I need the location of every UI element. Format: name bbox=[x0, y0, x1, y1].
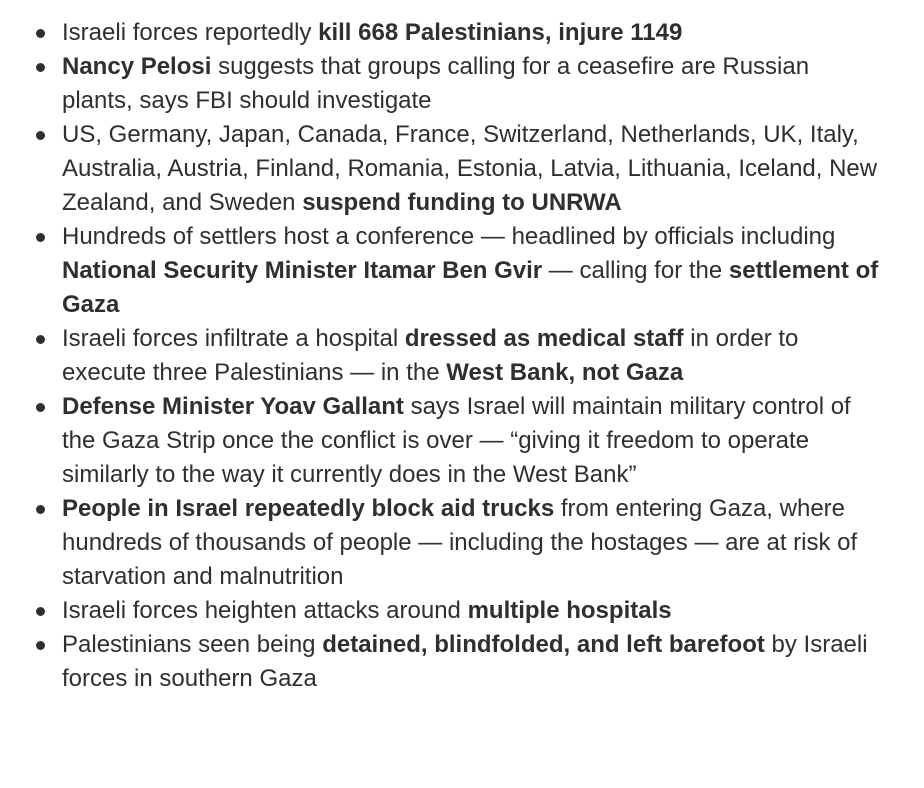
bullet-icon bbox=[36, 131, 45, 140]
item-text-bold: Nancy Pelosi bbox=[62, 53, 212, 80]
item-text: US, Germany, Japan, Canada, France, Switzerland, Netherlands, UK, Italy, Australia, Austria, Finland, Romania, Estonia, Latvia, Lithuania, Iceland, New Zealand, and Sweden bbox=[62, 121, 878, 216]
bullet-icon bbox=[36, 607, 45, 616]
bullet-icon bbox=[36, 63, 45, 72]
list-item bbox=[36, 16, 886, 50]
item-text: Israeli forces reportedly bbox=[62, 19, 319, 46]
bullet-list bbox=[36, 16, 886, 696]
bullet-icon bbox=[36, 233, 45, 242]
list-item bbox=[36, 322, 886, 390]
item-text: — calling for the bbox=[542, 257, 729, 284]
list-item bbox=[36, 50, 886, 118]
item-text-bold: People in Israel repeatedly block aid trucks bbox=[62, 495, 555, 522]
item-text-bold: multiple hospitals bbox=[467, 597, 672, 624]
item-text-bold: settlement of Gaza bbox=[62, 257, 879, 318]
item-text: Hundreds of settlers host a conference — headlined by officials including bbox=[62, 223, 836, 250]
list-item bbox=[36, 118, 886, 220]
item-text: Israeli forces infiltrate a hospital bbox=[62, 325, 405, 352]
bullet-icon bbox=[36, 335, 45, 344]
list-item bbox=[36, 492, 886, 594]
item-text: in order to execute three Palestinians — in the bbox=[62, 325, 799, 386]
bullet-icon bbox=[36, 29, 45, 38]
list-item bbox=[36, 390, 886, 492]
item-text: Israeli forces heighten attacks around bbox=[62, 597, 468, 624]
item-text-bold: detained, blindfolded, and left barefoot bbox=[322, 631, 765, 658]
item-text: suggests that groups calling for a ceasefire are Russian plants, says FBI should investigate bbox=[62, 53, 810, 114]
item-text-bold: National Security Minister Itamar Ben Gvir bbox=[62, 257, 543, 284]
item-text-bold: West Bank, not Gaza bbox=[446, 359, 684, 386]
item-text-bold: suspend funding to UNRWA bbox=[302, 189, 622, 216]
bullet-icon bbox=[36, 505, 45, 514]
item-text: says Israel will maintain military control of the Gaza Strip once the conflict is over — “giving it freedom to operate similarly to the way it currently does in the West Bank” bbox=[62, 393, 851, 488]
item-text: by Israeli forces in southern Gaza bbox=[62, 631, 868, 692]
list-item bbox=[36, 628, 886, 696]
item-text-bold: kill 668 Palestinians, injure 1149 bbox=[318, 19, 683, 46]
bullet-icon bbox=[36, 403, 45, 412]
bullet-icon bbox=[36, 641, 45, 650]
list-item bbox=[36, 220, 886, 322]
item-text-bold: dressed as medical staff bbox=[404, 325, 684, 352]
item-text: Palestinians seen being bbox=[62, 631, 323, 658]
list-item bbox=[36, 594, 886, 628]
item-text: from entering Gaza, where hundreds of thousands of people — including the hostages — are at risk of starvation and malnutrition bbox=[62, 495, 858, 590]
item-text-bold: Defense Minister Yoav Gallant bbox=[62, 393, 404, 420]
